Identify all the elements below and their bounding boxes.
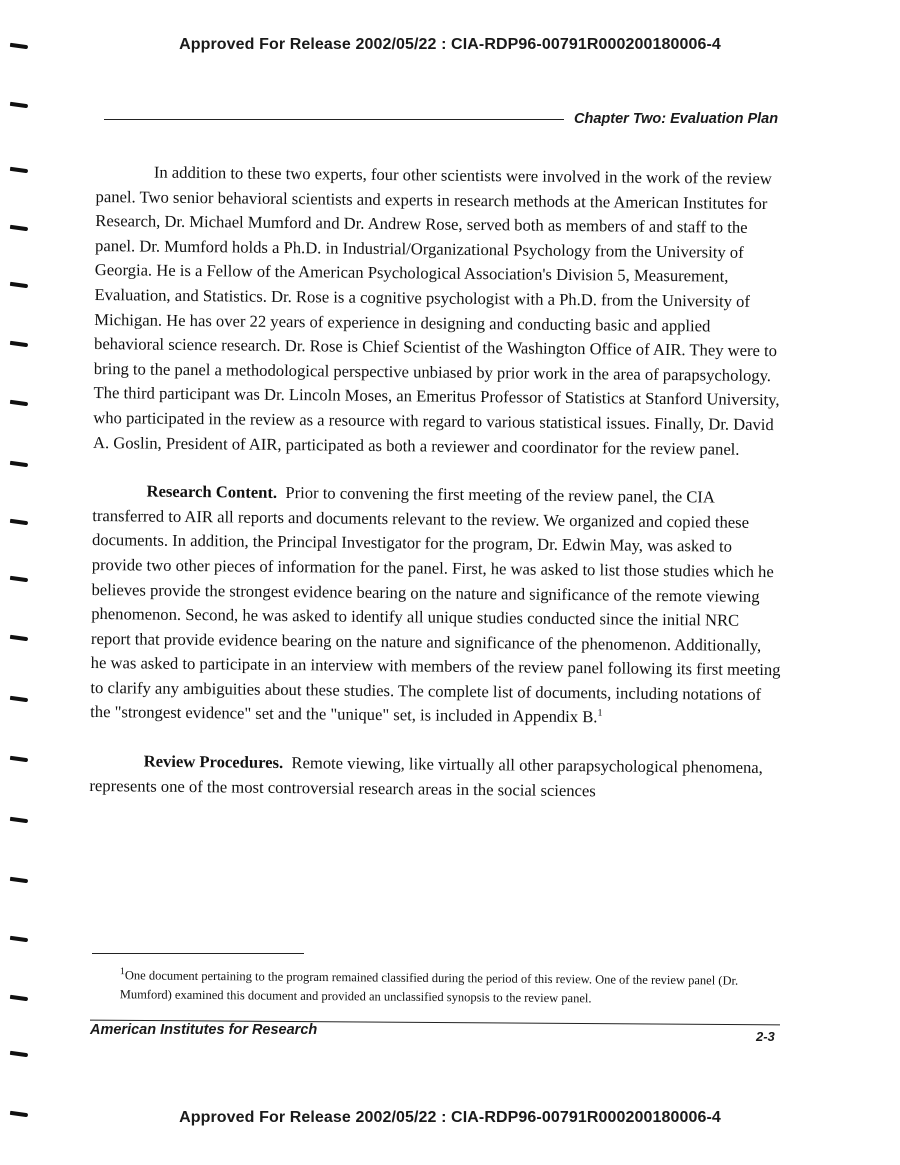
release-stamp-top: Approved For Release 2002/05/22 : CIA-RDP96-00791R000200180006-4: [179, 36, 721, 53]
margin-mark: [10, 167, 28, 173]
paragraph-review-procedures: [89, 749, 779, 805]
margin-mark: [10, 102, 28, 108]
margin-mark: [10, 936, 28, 942]
margin-mark: [10, 817, 28, 823]
footnote-marker: 1: [119, 966, 126, 978]
footnote-reference[interactable]: 1: [597, 708, 603, 720]
release-stamp-bottom: Approved For Release 2002/05/22 : CIA-RDP96-00791R000200180006-4: [179, 1109, 721, 1126]
binding-margin-marks: [10, 0, 40, 1165]
research-content-heading: Research Content.: [146, 481, 278, 503]
margin-mark: [10, 461, 28, 467]
margin-mark: [10, 1051, 28, 1057]
margin-mark: [10, 43, 28, 49]
margin-mark: [10, 696, 28, 702]
page-number: 2-3: [756, 1029, 775, 1044]
margin-mark: [10, 519, 28, 525]
margin-mark: [10, 756, 28, 762]
review-procedures-text: Remote viewing, like virtually all other parapsychological phenomena, represents one of the most controversial research areas in the social sciences: [89, 753, 763, 800]
margin-mark: [10, 635, 28, 641]
margin-mark: [10, 225, 28, 231]
chapter-heading: Chapter Two: Evaluation Plan: [574, 111, 779, 127]
body-text: [89, 160, 786, 805]
margin-mark: [10, 400, 28, 406]
margin-mark: [10, 341, 28, 347]
footnote-text: One document pertaining to the program remained classified during the period of this review. One of the review panel (Dr. Mumford) examined this document and provided an unclassified synopsis to the review panel.: [119, 968, 739, 1006]
margin-mark: [10, 576, 28, 582]
header-rule: [104, 119, 564, 120]
review-procedures-heading: Review Procedures.: [143, 751, 284, 773]
margin-mark: [10, 877, 28, 883]
footnote: [92, 966, 782, 1010]
research-content-text: Prior to convening the first meeting of the review panel, the CIA transferred to AIR all reports and documents relevant to the review. We organized and copied these documents. In addition, the Principal Investigator for the program, Dr. Edwin May, was asked to provide two other pieces of information for the panel. First, he was asked to list those studies which he believes provide the strongest evidence bearing on the nature and significance of the remote viewing phenomenon. Second, he was asked to identify all unique studies conducted since the initial NRC report that provide evidence bearing on the nature and significance of the phenomenon. Additionally, he was asked to participate in an interview with members of the review panel following its first meeting to clarify any ambiguities about these studies. The complete list of documents, including notations of the "strongest evidence" set and the "unique" set, is included in Appendix B.: [90, 483, 781, 727]
margin-mark: [10, 995, 28, 1001]
paragraph-research-content: [90, 479, 783, 732]
margin-mark: [10, 282, 28, 288]
footnote-rule: [92, 953, 304, 954]
paragraph-experts: In addition to these two experts, four other scientists were involved in the work of the review panel. Two senior behavioral scientists and experts in research methods at the American Institutes for Research, Dr. Michael Mumford and Dr. Andrew Rose, served both as members of and staff to the panel. Dr. Mumford holds a Ph.D. in Industrial/Organizational Psychology from the University of Georgia. He is a Fellow of the American Psychological Association's Division 5, Measurement, Evaluation, and Statistics. Dr. Rose is a cognitive psychologist with a Ph.D. from the University of Michigan. He has over 22 years of experience in designing and conducting basic and applied behavioral science research. Dr. Rose is Chief Scientist of the Washington Office of AIR. They were to bring to the panel a methodological perspective unbiased by prior work in the area of parapsychology. The third participant was Dr. Lincoln Moses, an Emeritus Professor of Statistics at Stanford University, who participated in the review as a resource with regard to various statistical issues. Finally, Dr. David A. Goslin, President of AIR, participated as both a reviewer and coordinator for the review panel.: [92, 162, 780, 459]
footer-organization: American Institutes for Research: [90, 1022, 318, 1038]
